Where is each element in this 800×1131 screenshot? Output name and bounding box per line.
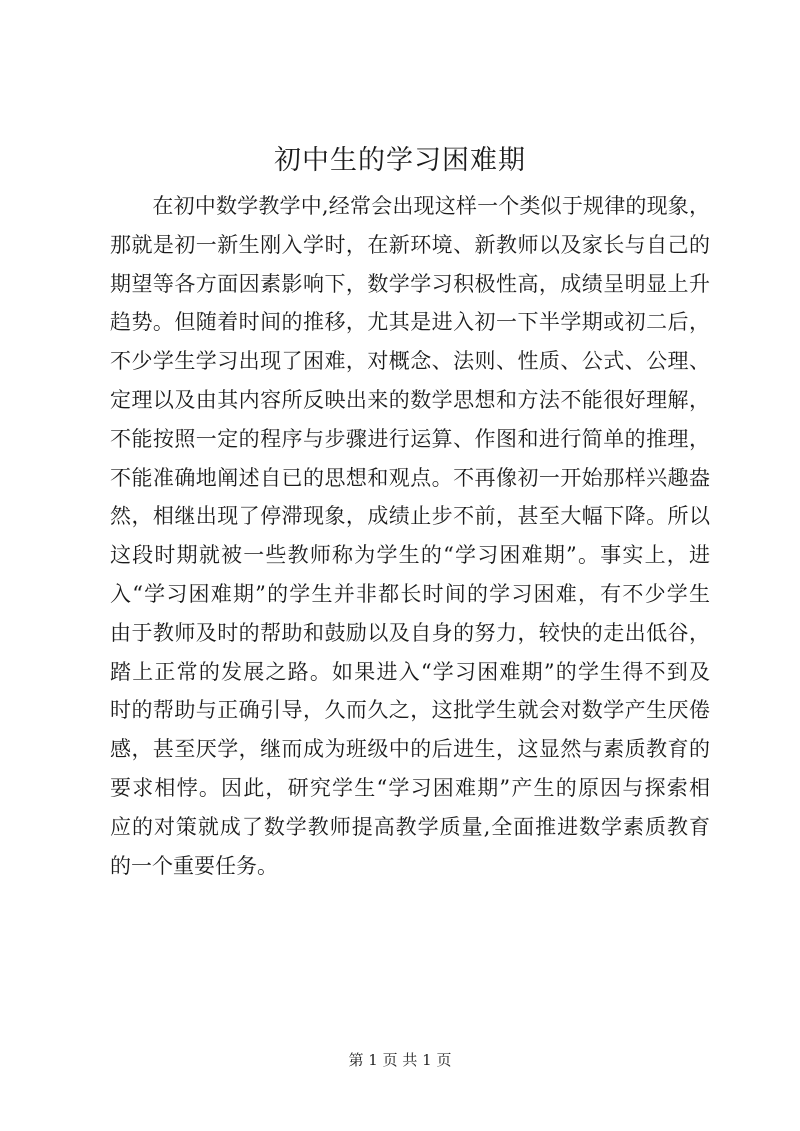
paragraph-line: 不能按照一定的程序与步骤进行运算、作图和进行简单的推理， (110, 426, 710, 451)
paragraph-line: 入“学习困难期”的学生并非都长时间的学习困难，有不少学生 (110, 581, 710, 606)
paragraph-line: 这段时期就被一些教师称为学生的“学习困难期”。事实上，进 (110, 543, 710, 568)
paragraph-line: 要求相悖。因此，研究学生“学习困难期”产生的原因与探索相 (110, 775, 710, 800)
paragraph-line: 的一个重要任务。 (110, 853, 278, 878)
paragraph-line: 在初中数学教学中,经常会出现这样一个类似于规律的现象， (110, 194, 710, 218)
paragraph-line: 定理以及由其内容所反映出来的数学思想和方法不能很好理解， (110, 387, 710, 412)
paragraph-line: 不能准确地阐述自已的思想和观点。不再像初一开始那样兴趣盎 (110, 465, 710, 490)
paragraph-line: 趋势。但随着时间的推移，尤其是进入初一下半学期或初二后， (110, 310, 710, 335)
paragraph-line: 感，甚至厌学，继而成为班级中的后进生，这显然与素质教育的 (110, 737, 710, 762)
paragraph-line: 那就是初一新生刚入学时，在新环境、新教师以及家长与自己的 (110, 232, 710, 257)
paragraph-line: 踏上正常的发展之路。如果进入“学习困难期”的学生得不到及 (110, 659, 710, 684)
paragraph-line: 应的对策就成了数学教师提高教学质量,全面推进数学素质教育 (110, 814, 710, 839)
paragraph-line: 然，相继出现了停滞现象，成绩止步不前，甚至大幅下降。所以 (110, 504, 710, 529)
paragraph-line: 由于教师及时的帮助和鼓励以及自身的努力，较快的走出低谷， (110, 620, 710, 645)
body-paragraph (110, 187, 710, 885)
paragraph-line: 不少学生学习出现了困难，对概念、法则、性质、公式、公理、 (110, 349, 710, 374)
paragraph-line: 时的帮助与正确引导，久而久之，这批学生就会对数学产生厌倦 (110, 698, 710, 723)
document-title: 初中生的学习困难期 (274, 145, 526, 176)
page-number-footer: 第 1 页 共 1 页 (348, 1051, 452, 1069)
paragraph-line: 期望等各方面因素影响下，数学学习积极性高，成绩呈明显上升 (110, 271, 710, 296)
